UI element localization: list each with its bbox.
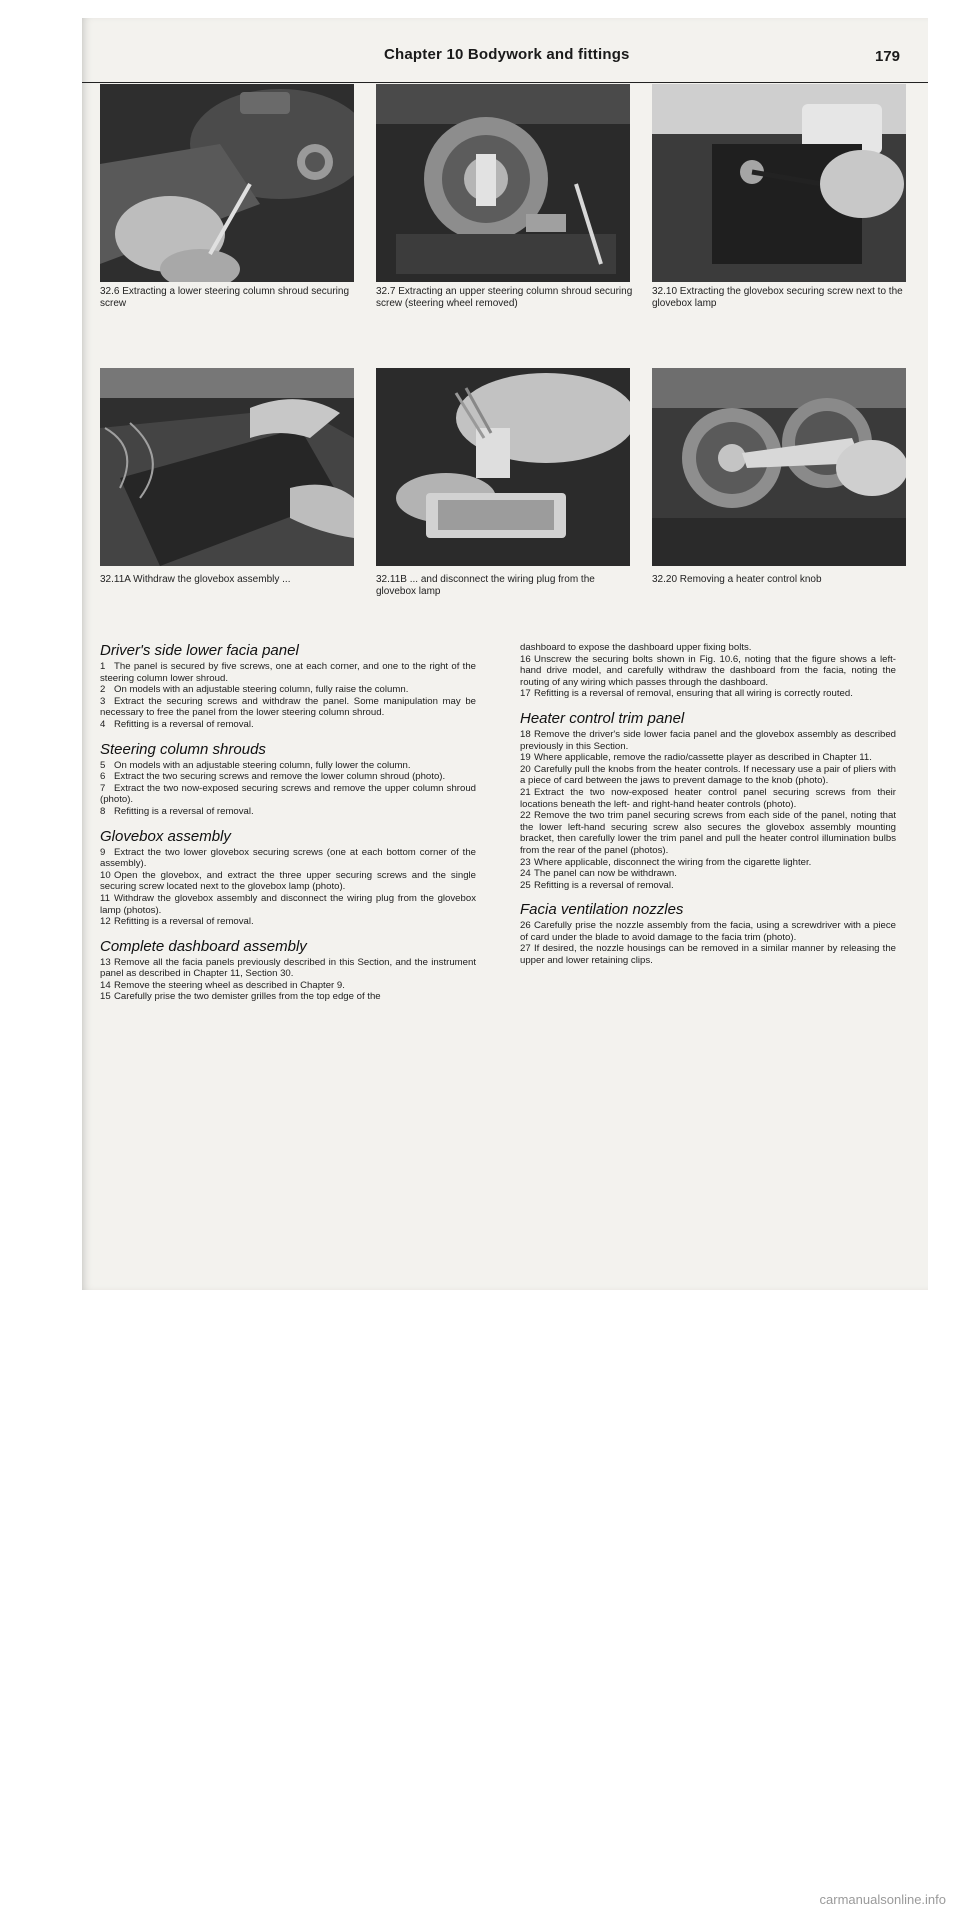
photo-glovebox-withdraw [100,368,354,566]
photo-lower-shroud-screw [100,84,354,282]
left-text-column [100,642,476,1003]
photo-glovebox-lamp-plug [376,368,630,566]
paragraph: 3 Extract the securing screws and withdraw the panel. Some manipulation may be necessary to free the panel from the lower steering column shroud. [100,695,476,719]
paragraph: 21 Extract the two now-exposed heater control panel securing screws from their locations beneath the left- and right-hand heater controls (photo). [520,786,896,810]
paragraph: dashboard to expose the dashboard upper fixing bolts. [520,642,752,653]
paragraph: 26 Carefully prise the nozzle assembly from the facia, using a screwdriver with a piece of card under the blade to avoid damage to the facia trim (photo). [520,920,896,943]
paragraph: 2 On models with an adjustable steering column, fully raise the column. [100,684,409,696]
caption-32-7: 32.7 Extracting an upper steering column shroud securing screw (steering wheel removed) [376,286,633,309]
caption-32-6: 32.6 Extracting a lower steering column shroud securing screw [100,286,350,309]
paragraph: 5 On models with an adjustable steering column, fully lower the column. [100,759,411,771]
paragraph: 10 Open the glovebox, and extract the three upper securing screws and the single securing screw located next to the glovebox lamp (photo). [100,869,476,893]
heading-facia-ventilation: Facia ventilation nozzles [520,901,684,919]
heading-steering-column-shrouds: Steering column shrouds [100,740,266,758]
paragraph: 18 Remove the driver's side lower facia panel and the glovebox assembly as described previously in this Section. [520,728,896,752]
paragraph: 22 Remove the two trim panel securing screws from each side of the panel, noting that the lower left-hand securing screw also secures the glovebox assembly mounting bracket, then carefully lower the trim panel and pull the heater control illumination bulbs from the rear of the panel (photos). [520,810,896,856]
caption-32-11a: 32.11A Withdraw the glovebox assembly ... [100,574,291,585]
paragraph: 6 Extract the two securing screws and remove the lower column shroud (photo). [100,771,446,783]
heading-complete-dashboard: Complete dashboard assembly [100,937,307,955]
caption-32-20: 32.20 Removing a heater control knob [652,574,822,585]
heading-heater-control-trim: Heater control trim panel [520,709,685,727]
watermark: carmanualsonline.info [819,1892,946,1907]
paragraph: 15 Carefully prise the two demister grilles from the top edge of the [100,991,381,1003]
paragraph: 4 Refitting is a reversal of removal. [100,718,254,730]
chapter-title: Chapter 10 Bodywork and fittings [384,46,630,63]
paragraph: 23 Where applicable, disconnect the wiring from the cigarette lighter. [520,856,812,868]
paragraph: 13 Remove all the facia panels previously described in this Section, and the instrument panel as described in Chapter 11, Section 30. [100,956,476,980]
paragraph: 12 Refitting is a reversal of removal. [100,916,254,928]
paragraph: 20 Carefully pull the knobs from the heater controls. If necessary use a pair of pliers with a piece of card between the jaws to prevent damage to the knob (photo). [520,763,896,787]
page-header [82,42,928,83]
photo-upper-shroud-screw [376,84,630,282]
paragraph: 1 The panel is secured by five screws, one at each corner, and one to the right of the steering column lower shroud. [100,661,476,684]
paragraph: 25 Refitting is a reversal of removal. [520,879,674,891]
photo-heater-knob [652,368,906,566]
paragraph: 9 Extract the two lower glovebox securing screws (one at each bottom corner of the assembly). [100,846,476,870]
right-text-column [520,642,896,967]
caption-32-11b: 32.11B ... and disconnect the wiring plug from the glovebox lamp [376,574,595,597]
photo-glovebox-lamp-screw [652,84,906,282]
paragraph: 17 Refitting is a reversal of removal, ensuring that all wiring is correctly routed. [520,688,853,700]
paragraph: 11 Withdraw the glovebox assembly and disconnect the wiring plug from the glovebox lamp (photos). [100,892,476,916]
paragraph: 14 Remove the steering wheel as described in Chapter 9. [100,979,345,991]
heading-glovebox-assembly: Glovebox assembly [100,827,231,845]
paragraph: 16 Unscrew the securing bolts shown in Fig. 10.6, noting that the figure shows a left-hand drive model, and carefully withdraw the dashboard from the facia, noting the routing of any wiring which passes through the dashboard. [520,653,896,688]
paragraph: 19 Where applicable, remove the radio/cassette player as described in Chapter 11. [520,752,872,764]
caption-32-10: 32.10 Extracting the glovebox securing screw next to the glovebox lamp [652,286,903,309]
manual-page [82,18,928,1290]
page-number: 179 [874,48,900,65]
heading-drivers-side-panel: Driver's side lower facia panel [100,642,299,659]
paragraph: 8 Refitting is a reversal of removal. [100,805,254,817]
paragraph: 24 The panel can now be withdrawn. [520,868,677,880]
paragraph: 7 Extract the two now-exposed securing screws and remove the upper column shroud (photo). [100,782,476,806]
paragraph: 27 If desired, the nozzle housings can be removed in a similar manner by releasing the upper and lower retaining clips. [520,943,896,967]
